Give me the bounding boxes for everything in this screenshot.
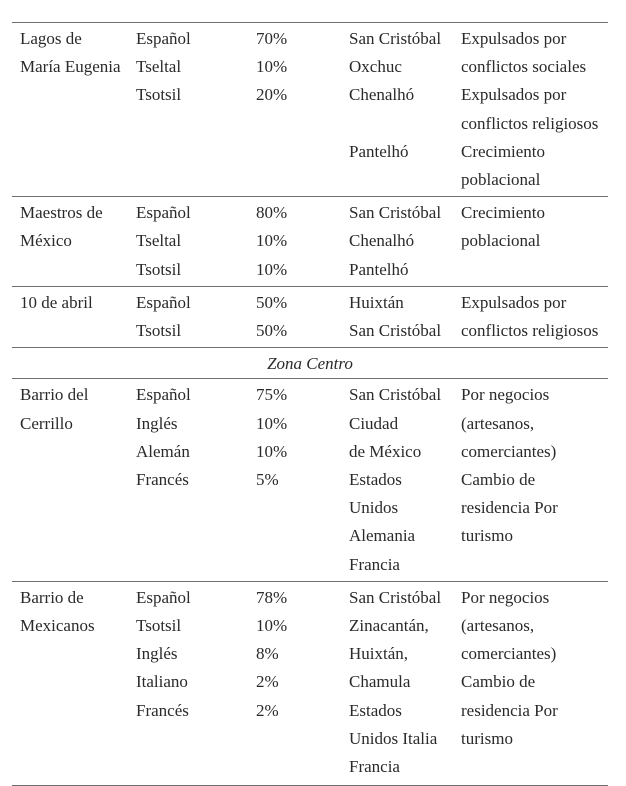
cell-origen: Huixtán, xyxy=(349,644,409,664)
cell-origen: Oxchuc xyxy=(349,57,402,77)
table-row xyxy=(12,225,608,253)
cell-porcentaje xyxy=(256,136,349,164)
cell-motivo: poblacional xyxy=(461,231,541,251)
cell-porcentaje: 50% xyxy=(256,286,349,315)
cell-colonia: Mexicanos xyxy=(20,616,95,636)
cell-lengua: Tsotsil xyxy=(136,616,182,636)
cell-colonia xyxy=(12,464,136,492)
cell-motivo: Por negocios xyxy=(461,581,608,610)
cell-lengua xyxy=(136,751,256,783)
cell-porcentaje: 80% xyxy=(256,197,349,226)
cell-motivo: comerciantes) xyxy=(461,644,557,664)
cell-motivo: Cambio de xyxy=(461,470,536,490)
table-body-before-zone xyxy=(12,23,608,348)
zone-separator xyxy=(12,348,608,379)
table-row xyxy=(12,164,608,197)
table-row xyxy=(12,520,608,548)
cell-lengua xyxy=(136,492,256,520)
table-bottom-row xyxy=(12,783,608,786)
cell-motivo: Expulsados por xyxy=(461,286,608,315)
table-body-after-zone xyxy=(12,379,608,783)
cell-origen: San Cristóbal xyxy=(349,321,442,341)
cell-lengua: Inglés xyxy=(136,644,178,664)
cell-origen: Chamula xyxy=(349,672,411,692)
cell-colonia: María Eugenia xyxy=(20,57,121,77)
cell-lengua: Tseltal xyxy=(136,231,182,251)
cell-colonia: 10 de abril xyxy=(12,286,136,315)
cell-colonia xyxy=(12,695,136,723)
cell-motivo: turismo xyxy=(461,526,513,546)
cell-porcentaje xyxy=(256,549,349,582)
cell-origen: de México xyxy=(349,441,422,461)
cell-motivo: residencia Por xyxy=(461,700,558,720)
table-row xyxy=(12,610,608,638)
cell-origen: Chenalhó xyxy=(349,85,415,105)
cell-origen xyxy=(349,108,461,136)
cell-colonia: Lagos de xyxy=(12,23,136,52)
cell-lengua: Tseltal xyxy=(136,57,182,77)
cell-lengua xyxy=(136,723,256,751)
cell-colonia xyxy=(12,108,136,136)
cell-motivo: Por negocios xyxy=(461,379,608,408)
cell-lengua xyxy=(136,108,256,136)
cell-motivo: comerciantes) xyxy=(461,441,557,461)
zone-row xyxy=(12,348,608,379)
cell-porcentaje xyxy=(256,108,349,136)
cell-lengua: Español xyxy=(136,23,256,52)
cell-lengua xyxy=(136,549,256,582)
cell-colonia xyxy=(12,549,136,582)
cell-porcentaje xyxy=(256,751,349,783)
cell-colonia xyxy=(12,79,136,107)
cell-origen: Huixtán xyxy=(349,286,461,315)
cell-colonia xyxy=(12,751,136,783)
cell-origen: San Cristóbal xyxy=(349,23,461,52)
cell-porcentaje xyxy=(256,520,349,548)
cell-porcentaje: 75% xyxy=(256,379,349,408)
cell-lengua: Español xyxy=(136,197,256,226)
table-row xyxy=(12,315,608,348)
cell-lengua xyxy=(136,164,256,197)
cell-colonia: Cerrillo xyxy=(20,413,73,433)
cell-motivo: (artesanos, xyxy=(461,413,535,433)
cell-lengua: Español xyxy=(136,379,256,408)
cell-porcentaje: 50% xyxy=(256,321,288,341)
zone-label: Zona Centro xyxy=(12,348,608,379)
table-row xyxy=(12,51,608,79)
cell-origen: Estados xyxy=(349,470,402,490)
table-row xyxy=(12,666,608,694)
cell-origen: Zinacantán, xyxy=(349,616,429,636)
cell-colonia xyxy=(12,436,136,464)
cell-motivo: conflictos religiosos xyxy=(461,113,599,133)
cell-porcentaje xyxy=(256,492,349,520)
cell-colonia xyxy=(12,315,136,348)
table-row xyxy=(12,254,608,287)
cell-colonia: México xyxy=(20,231,72,251)
language-migration-table xyxy=(12,22,608,786)
cell-origen: San Cristóbal xyxy=(349,197,461,226)
cell-motivo: residencia Por xyxy=(461,498,558,518)
cell-motivo: poblacional xyxy=(461,170,541,190)
cell-lengua: Tsotsil xyxy=(136,259,182,279)
cell-lengua: Francés xyxy=(136,470,189,490)
cell-origen: Pantelhó xyxy=(349,141,409,161)
cell-colonia xyxy=(12,492,136,520)
cell-colonia xyxy=(12,254,136,287)
table-row xyxy=(12,464,608,492)
table-row xyxy=(12,23,608,52)
table-row xyxy=(12,638,608,666)
table-row xyxy=(12,79,608,107)
table-row xyxy=(12,751,608,783)
table-row xyxy=(12,379,608,408)
cell-lengua: Alemán xyxy=(136,441,190,461)
cell-colonia: Barrio de xyxy=(12,581,136,610)
cell-lengua: Inglés xyxy=(136,413,178,433)
cell-porcentaje xyxy=(256,164,349,197)
cell-origen: Chenalhó xyxy=(349,231,415,251)
table-row xyxy=(12,492,608,520)
cell-porcentaje: 2% xyxy=(256,700,279,720)
document-page xyxy=(12,22,608,786)
cell-origen: Estados xyxy=(349,700,402,720)
cell-colonia xyxy=(12,164,136,197)
cell-motivo: Cambio de xyxy=(461,672,536,692)
cell-colonia: Maestros de xyxy=(12,197,136,226)
cell-origen: Pantelhó xyxy=(349,259,409,279)
cell-colonia xyxy=(12,136,136,164)
cell-motivo: Expulsados por xyxy=(461,23,608,52)
table-row xyxy=(12,549,608,582)
cell-lengua: Tsotsil xyxy=(136,321,182,341)
cell-porcentaje: 10% xyxy=(256,231,288,251)
cell-lengua: Español xyxy=(136,286,256,315)
cell-motivo: Crecimiento xyxy=(461,141,546,161)
cell-porcentaje: 10% xyxy=(256,441,288,461)
cell-origen: San Cristóbal xyxy=(349,581,461,610)
cell-colonia xyxy=(12,638,136,666)
cell-porcentaje: 70% xyxy=(256,23,349,52)
cell-motivo xyxy=(461,751,608,783)
table-row xyxy=(12,136,608,164)
cell-porcentaje: 78% xyxy=(256,581,349,610)
cell-motivo xyxy=(461,254,608,287)
cell-porcentaje: 8% xyxy=(256,644,279,664)
cell-motivo: conflictos religiosos xyxy=(461,321,599,341)
table-row xyxy=(12,436,608,464)
cell-motivo: turismo xyxy=(461,728,513,748)
cell-motivo: conflictos sociales xyxy=(461,57,587,77)
cell-origen: Alemania xyxy=(349,526,416,546)
cell-origen: Ciudad xyxy=(349,413,399,433)
cell-motivo: Expulsados por xyxy=(461,85,567,105)
cell-lengua xyxy=(136,136,256,164)
cell-lengua: Español xyxy=(136,581,256,610)
cell-porcentaje: 10% xyxy=(256,616,288,636)
cell-porcentaje: 5% xyxy=(256,470,279,490)
cell-origen xyxy=(349,164,461,197)
cell-motivo: Crecimiento xyxy=(461,197,608,226)
table-row xyxy=(12,723,608,751)
cell-porcentaje: 10% xyxy=(256,413,288,433)
table-row xyxy=(12,286,608,315)
cell-porcentaje xyxy=(256,723,349,751)
cell-colonia xyxy=(12,666,136,694)
cell-motivo xyxy=(461,549,608,582)
cell-colonia: Barrio del xyxy=(12,379,136,408)
cell-lengua xyxy=(136,520,256,548)
table-row xyxy=(12,581,608,610)
table-bottom-rule xyxy=(12,783,608,786)
cell-porcentaje: 2% xyxy=(256,672,279,692)
table-row xyxy=(12,197,608,226)
cell-origen: Unidos xyxy=(349,498,399,518)
cell-origen: Francia xyxy=(349,554,400,574)
cell-colonia xyxy=(12,520,136,548)
cell-lengua: Tsotsil xyxy=(136,85,182,105)
table-row xyxy=(12,408,608,436)
cell-porcentaje: 10% xyxy=(256,259,288,279)
cell-origen: Francia xyxy=(349,757,400,777)
cell-lengua: Francés xyxy=(136,700,189,720)
table-row xyxy=(12,108,608,136)
table-row xyxy=(12,695,608,723)
cell-origen: San Cristóbal xyxy=(349,379,461,408)
cell-origen: Unidos Italia xyxy=(349,728,438,748)
cell-lengua: Italiano xyxy=(136,672,188,692)
cell-porcentaje: 10% xyxy=(256,57,288,77)
cell-colonia xyxy=(12,723,136,751)
cell-motivo: (artesanos, xyxy=(461,616,535,636)
cell-porcentaje: 20% xyxy=(256,85,288,105)
